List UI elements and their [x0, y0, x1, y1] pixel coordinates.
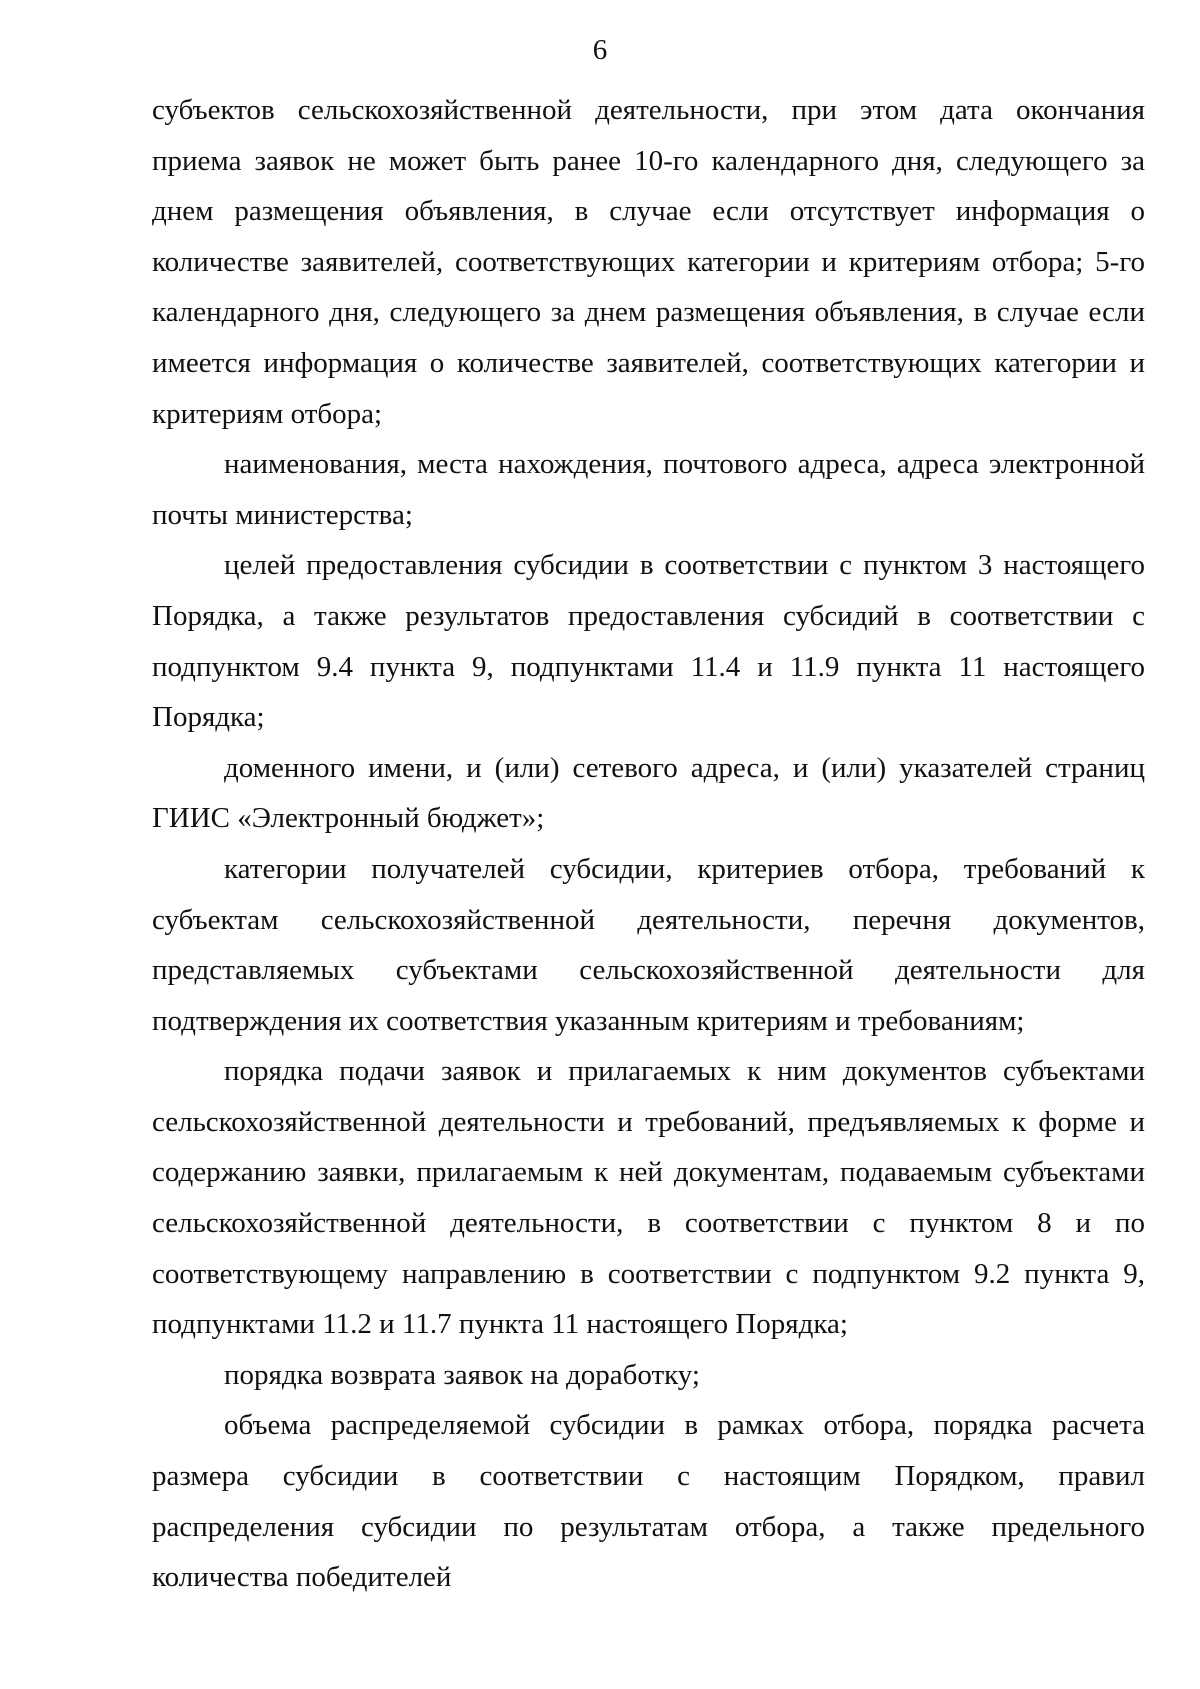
paragraph-continuation: субъектов сельскохозяйственной деятельности, при этом дата окончания приема заявок не может быть ранее 10-го календарного дня, следующего за днем размещения объявления, в случае если отсутствует информация о количестве заявителей, соответствующих категории и критериям отбора; 5-го календарного дня, следующего за днем размещения объявления, в случае если имеется информация о количестве заявителей, соответствующих категории и критериям отбора; — [152, 94, 1145, 430]
paragraph-return-procedure: порядка возврата заявок на доработку; — [224, 1358, 700, 1391]
paragraph-recipient-categories: категории получателей субсидии, критериев отбора, требований к субъектам сельскохозяйственной деятельности, перечня документов, представляемых субъектами сельскохозяйственной деятельности для подтверждения их соответствия указанным критериям и требованиям; — [152, 852, 1145, 1037]
paragraph-domain-name: доменного имени, и (или) сетевого адреса, и (или) указателей страниц ГИИС «Электронный бюджет»; — [152, 751, 1145, 835]
paragraph-ministry-address: наименования, места нахождения, почтового адреса, адреса электронной почты министерства; — [152, 448, 1145, 531]
document-body — [152, 85, 1145, 1603]
paragraph-subsidy-volume: объема распределяемой субсидии в рамках отбора, порядка расчета размера субсидии в соответствии с настоящим Порядком, правил распределения субсидии по результатам отбора, а также предельного количества победителей — [152, 1409, 1145, 1594]
paragraph-subsidy-goals: целей предоставления субсидии в соответствии с пунктом 3 настоящего Порядка, а также результатов предоставления субсидий в соответствии с подпунктом 9.4 пункта 9, подпунктами 11.4 и 11.9 пункта 11 настоящего Порядка; — [152, 549, 1145, 734]
paragraph-application-procedure: порядка подачи заявок и прилагаемых к ним документов субъектами сельскохозяйственной деятельности и требований, предъявляемых к форме и содержанию заявки, прилагаемым к ней документам, подаваемым субъектами сельскохозяйственной деятельности, в соответствии с пунктом 8 и по соответствующему направлению в соответствии с подпунктом 9.2 пункта 9, подпунктами 11.2 и 11.7 пункта 11 настоящего Порядка; — [152, 1055, 1145, 1341]
page-number: 6 — [592, 34, 608, 66]
